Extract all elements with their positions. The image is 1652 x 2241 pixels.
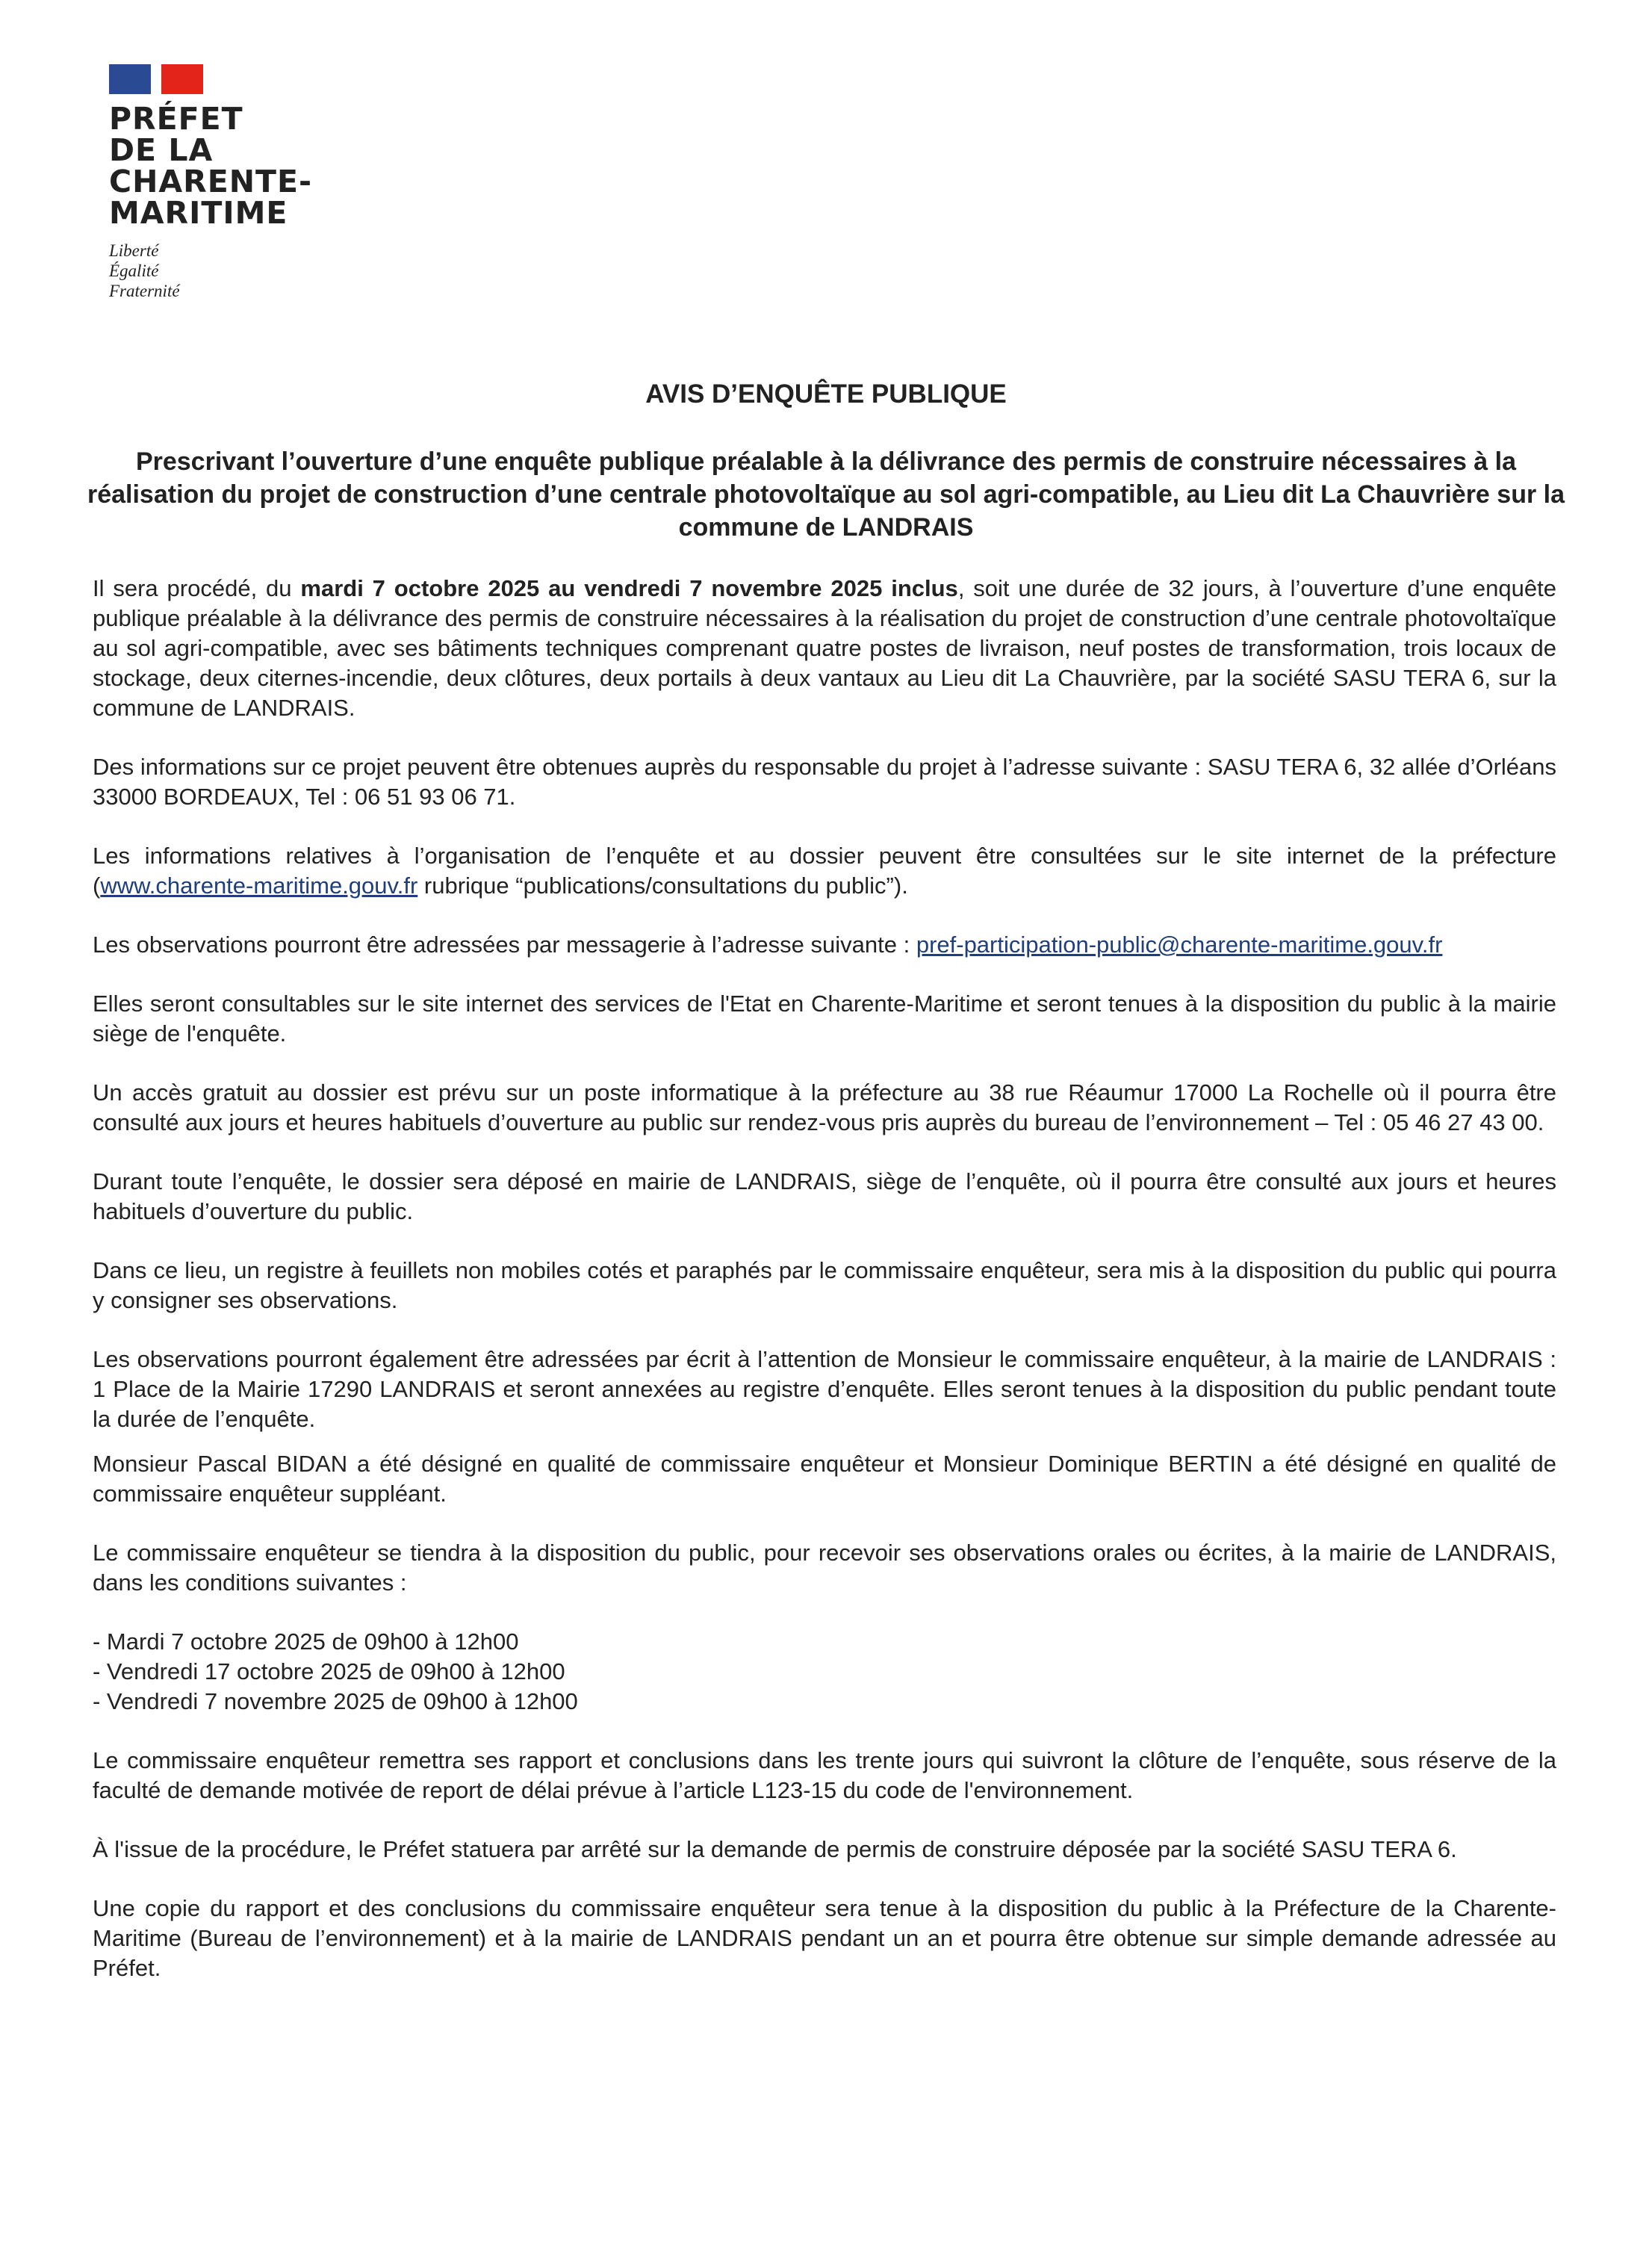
schedule-item: - Mardi 7 octobre 2025 de 09h00 à 12h00 [93, 1628, 519, 1655]
paragraph-register: Dans ce lieu, un registre à feuillets non mobiles cotés et paraphés par le commissaire enquêteur, sera mis à la disposition du public qui pourra y consigner ses observations. [93, 1257, 1556, 1313]
paragraph-website [93, 841, 1556, 901]
paragraph-consultable: Elles seront consultables sur le site internet des services de l'Etat en Charente-Maritime et seront tenues à la disposition du public à la mairie siège de l'enquête. [93, 991, 1556, 1047]
paragraph-decision: À l'issue de la procédure, le Préfet statuera par arrêté sur la demande de permis de construire déposée par la société SASU TERA 6. [93, 1836, 1457, 1862]
paragraph-contact: Des informations sur ce projet peuvent être obtenues auprès du responsable du projet à l’adresse suivante : SASU TERA 6, 32 allée d’Orléans 33000 BORDEAUX, Tel : 06 51 93 06 71. [93, 754, 1556, 810]
paragraph-dossier: Durant toute l’enquête, le dossier sera déposé en mairie de LANDRAIS, siège de l’enquête, où il pourra être consulté aux jours et heures habituels d’ouverture du public. [93, 1168, 1556, 1224]
paragraph-report: Le commissaire enquêteur remettra ses rapport et conclusions dans les trente jours qui suivront la clôture de l’enquête, sous réserve de la faculté de demande motivée de report de délai prévue à l’article L123-15 du code de l'environnement. [93, 1747, 1556, 1803]
text: Les observations pourront être adressées par messagerie à l’adresse suivante : [93, 932, 916, 958]
inquiry-dates: mardi 7 octobre 2025 au vendredi 7 novembre 2025 inclus [300, 575, 958, 601]
logo-motto [109, 241, 333, 301]
paragraph-commissioner: Monsieur Pascal BIDAN a été désigné en qualité de commissaire enquêteur et Monsieur Dominique BERTIN a été désigné en qualité de commissaire enquêteur suppléant. [93, 1451, 1556, 1507]
marianne-flag-icon [109, 64, 203, 94]
text: , soit une durée de 32 jours, à l’ouverture d’une enquête publique préalable à la délivrance des permis de construire nécessaires à la réalisation du projet de construction d’une centrale photovoltaïque au sol agri-compatible, avec ses bâtiments techniques comprenant quatre postes de livraison, neuf postes de transformation, trois locaux de stockage, deux citernes-incendie, deux clôtures, deux portails à deux vantaux au Lieu dit La Chauvrière, par la société SASU TERA 6, sur la commune de LANDRAIS. [93, 575, 1556, 721]
participation-email-link[interactable]: pref-participation-public@charente-maritime.gouv.fr [916, 932, 1443, 958]
document-subtitle: Prescrivant l’ouverture d’une enquête publique préalable à la délivrance des permis de construire nécessaires à la réalisation du projet de construction d’une centrale photovoltaïque au sol agri-compatible, au Lieu dit La Chauvrière sur la commune de LANDRAIS [87, 447, 1565, 542]
paragraph-email [93, 930, 1556, 960]
logo-line: PRÉFET [109, 101, 243, 137]
text: Il sera procédé, du [93, 575, 301, 601]
prefecture-logo [109, 64, 333, 301]
text: rubrique “publications/consultations du public”). [417, 872, 908, 899]
schedule-item: - Vendredi 7 novembre 2025 de 09h00 à 12h00 [93, 1688, 578, 1714]
paragraph-copy: Une copie du rapport et des conclusions du commissaire enquêteur sera tenue à la disposition du public à la Préfecture de la Charente-Maritime (Bureau de l’environnement) et à la mairie de LANDRAIS pendant un an et pourra être obtenue sur simple demande adressée au Préfet. [93, 1895, 1556, 1981]
logo-line: DE LA [109, 132, 214, 168]
document-body [93, 574, 1556, 2012]
paragraph-dates [93, 574, 1556, 723]
motto-line: Égalité [109, 261, 159, 280]
logo-line: CHARENTE- [109, 164, 313, 199]
paragraph-written-observations: Les observations pourront également être adressées par écrit à l’attention de Monsieur le commissaire enquêteur, à la mairie de LANDRAIS : 1 Place de la Mairie 17290 LANDRAIS et seront annexées au registre d’enquête. Elles seront tenues à la disposition du public pendant toute la durée de l’enquête. [93, 1346, 1556, 1432]
prefecture-website-link[interactable]: www.charente-maritime.gouv.fr [100, 872, 418, 899]
schedule-item: - Vendredi 17 octobre 2025 de 09h00 à 12h00 [93, 1658, 565, 1684]
motto-line: Fraternité [109, 282, 180, 300]
paragraph-free-access: Un accès gratuit au dossier est prévu sur un poste informatique à la préfecture au 38 rue Réaumur 17000 La Rochelle où il pourra être consulté aux jours et heures habituels d’ouverture au public sur rendez-vous pris auprès du bureau de l’environnement – Tel : 05 46 27 43 00. [93, 1079, 1556, 1135]
motto-line: Liberté [109, 241, 159, 260]
text: Les informations relatives à l’organisation de l’enquête et au dossier peuvent être consultées sur le site internet de la préfecture ( [93, 843, 1556, 899]
logo-line: MARITIME [109, 195, 288, 231]
schedule-list [93, 1627, 1556, 1717]
document-title: AVIS D’ENQUÊTE PUBLIQUE [645, 379, 1007, 409]
logo-name [109, 103, 333, 229]
paragraph-permanences: Le commissaire enquêteur se tiendra à la disposition du public, pour recevoir ses observations orales ou écrites, à la mairie de LANDRAIS, dans les conditions suivantes : [93, 1540, 1556, 1596]
